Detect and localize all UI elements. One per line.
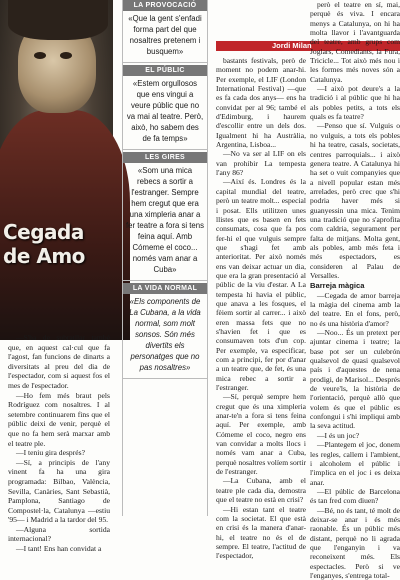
photo-eye-right xyxy=(60,52,72,59)
article-paragraph: —No va ser al LIF on els van prohibir La tempesta l'any 86? xyxy=(216,149,306,178)
photo-eye-left xyxy=(34,52,46,59)
sidebar-quote-vida-normal: «Els components de La Cubana, a la vida normal, som molt sonsos. Són més divertits els personatges que no pas nosaltres» xyxy=(123,294,207,379)
photo-overlay-text: Cegada de Amo xyxy=(3,220,85,268)
article-paragraph: —La Cubana, amb el teatre ple cada dia, demostra que el teatre no està en crisi? xyxy=(216,476,306,505)
article-paragraph: bastants festivals, però de moment no podem anar-hi. Per exemple, el LIF (London International Festival) —que es fa cada dos anys— ens ha convidat per al 96; també el d'Edimburg, i haurem d'escollir entre un dels dos. Igualment hi ha Austràlia, Argentina, Lisboa... xyxy=(216,56,306,150)
sidebar-heading-vida-normal: LA VIDA NORMAL xyxy=(123,283,207,294)
quotes-sidebar xyxy=(122,0,208,516)
sidebar-heading-provocacio: LA PROVOCACIÓ xyxy=(123,0,207,11)
left-paragraph: —Sí, a principis de l'any vinent fa ha una gira programada: Bilbao, València, Sevilla, Canàries, Sant Sebastià, Pamplona, Santiago de Compostel·la, Catalunya —estiu '95— i Madrid a la tardor del 95. xyxy=(8,457,110,525)
article-paragraph: —Així és. Londres és la capital mundial del teatre, però un teatre molt... especial i posat. Ells utilitzen unes llistes que es basen en fets consumats, cosa que fa pos fer-hi el que vulguis sempre que s'hagi fet amb anterioritat. Per això només ens van deixar actuar un dia, que era la gran presentació al públic de la viu d'estar. A La tempesta hi havia el públic, que anava a les fosques, el fèiem sortir al carrer... i això eren massa fets que no s'havien fet i que es consumaven tots d'un cop. Per exemple, va especificar, com a principi, fer por d'anar a un teatre que, de fet, és una mica rebec a sortir a l'estranger. xyxy=(216,177,306,393)
sidebar-heading-public: EL PÚBLIC xyxy=(123,65,207,76)
article-column-2 xyxy=(310,0,400,580)
article-paragraph: —Penso que sí. Vulguis o no vulguis, a tots els pobles hi ha teatre, casals, societats, centres parroquials... i això genera teatre. A Catalunya hi ha set o vuit companyies que a nivell popular estan més arrelades, però crec que s'hi podria haver més si guanyessin una mica. Tenim una tradició que no s'aprofita com caldria, segurament per falta de mitjans. Molta gent, als pobles, amb més feta i més espectadors, es consideren al Palau de Versalles. xyxy=(310,121,400,280)
section-heading: Barreja màgica xyxy=(310,281,365,291)
left-paragraph: —I tant! Ens han convidat a xyxy=(16,544,102,554)
article-paragraph: —Plantegem el joc, donem les regles, callem i l'ambient, i alcoholem el públic i l'implica en el joc i es deixa anar. xyxy=(310,440,400,487)
article-paragraph: —I és un joc? xyxy=(317,430,360,440)
cover-photo xyxy=(0,0,113,330)
article-paragraph: —Hi estan tant el teatre com la societat. El que està en crisi és la manera d'anar-hi, el teatre no és el de sempre. El teatre, l'actitud de l'espectador, xyxy=(216,504,306,561)
sidebar-heading-gires: LES GIRES xyxy=(123,152,207,163)
left-paragraph: —S'ha de subratllar també que, en aquest cal·cul que fa l'agost, fan funcions de dinarts a diversitats al preu del dia de l'espectador, com si aquest fos el mes de l'espectador. xyxy=(8,333,110,390)
article-paragraph: —Noo... És un pretext per ajuntar cinema i teatre; la base pot ser un culebrón qualsevol de quasi qualsevol país i d'aquestes de nena prodigi, de Marisol... Després de veure'ls, la història de l'orientació, perquè allò que volem és que el públic es confongui i s'hi impliqui amb la seva actitud. xyxy=(310,328,400,431)
left-paragraph: —I teniu gira després? xyxy=(16,448,85,458)
photo-hair xyxy=(8,0,108,40)
article-paragraph: —Cegada de amor barreja la màgia del cinema amb la del teatre. En el fons, però, no és una història d'amor? xyxy=(310,290,400,328)
article-paragraph: —Bé, no és tant, té molt de deixar-se anar i és més raonable. És un públic més distant, perquè no li agrada que l'enganyin i va reconeixent més. Els espectacles. Però si ve l'enganyes, s'entrega total- xyxy=(310,505,400,580)
sidebar-quote-gires: «Som una mica rebecs a sortir a l'estranger. Sempre hem cregut que era una ximpleria anar a fer teatre a fora si tens feina aquí. Amb Cómeme el coco... només vam anar a Cuba» xyxy=(123,163,207,281)
author-name: Jordi Milan xyxy=(272,41,312,50)
sidebar-quote-provocacio: «Que la gent s'enfadi forma part del que nosaltres pretenem i busquem» xyxy=(123,11,207,63)
left-text-column xyxy=(0,333,113,554)
sidebar-quote-public: «Estem orgullosos que ens vingui a veure públic que no va mai al teatre. Però, això, ho sabem des de fa temps» xyxy=(123,76,207,150)
article-paragraph: —Sí, perquè sempre hem cregut que és una ximpleria anar-te'n a fora si tens feina aquí. Per exemple, amb Cómeme el coco, negro ens van convidar a molts llocs i només vam anar a Cuba, perquè nosaltres volíem sortir de l'estranger. xyxy=(216,392,306,477)
article-paragraph: —El públic de Barcelona és tan fred com diuen? xyxy=(310,486,400,506)
left-paragraph: —Alguna sortida internacional? xyxy=(8,524,110,544)
left-paragraph: —Ho fem més braut pels Rodríguez com nosaltres. I al setembre continuarem fins que el públic deixi de venir, perquè el que no fa hem serà marxar amb el teatre ple. xyxy=(8,390,110,448)
article-column-1 xyxy=(216,56,306,561)
article-paragraph: —I això pot deure's a la tradició i al públic que hi ha als pobles petits, a tots els quals es fa teatre? xyxy=(310,84,400,122)
article-paragraph: però el teatre en sí, mai, perquè és viva. I encara menys a Catalunya, on hi ha molta llavor i l'avantguarda del teatre, amb grups com Joglars, Comediants, la Fura, Tricicle... Tot això més nou i les formes més noves són a Catalunya. xyxy=(310,0,400,84)
